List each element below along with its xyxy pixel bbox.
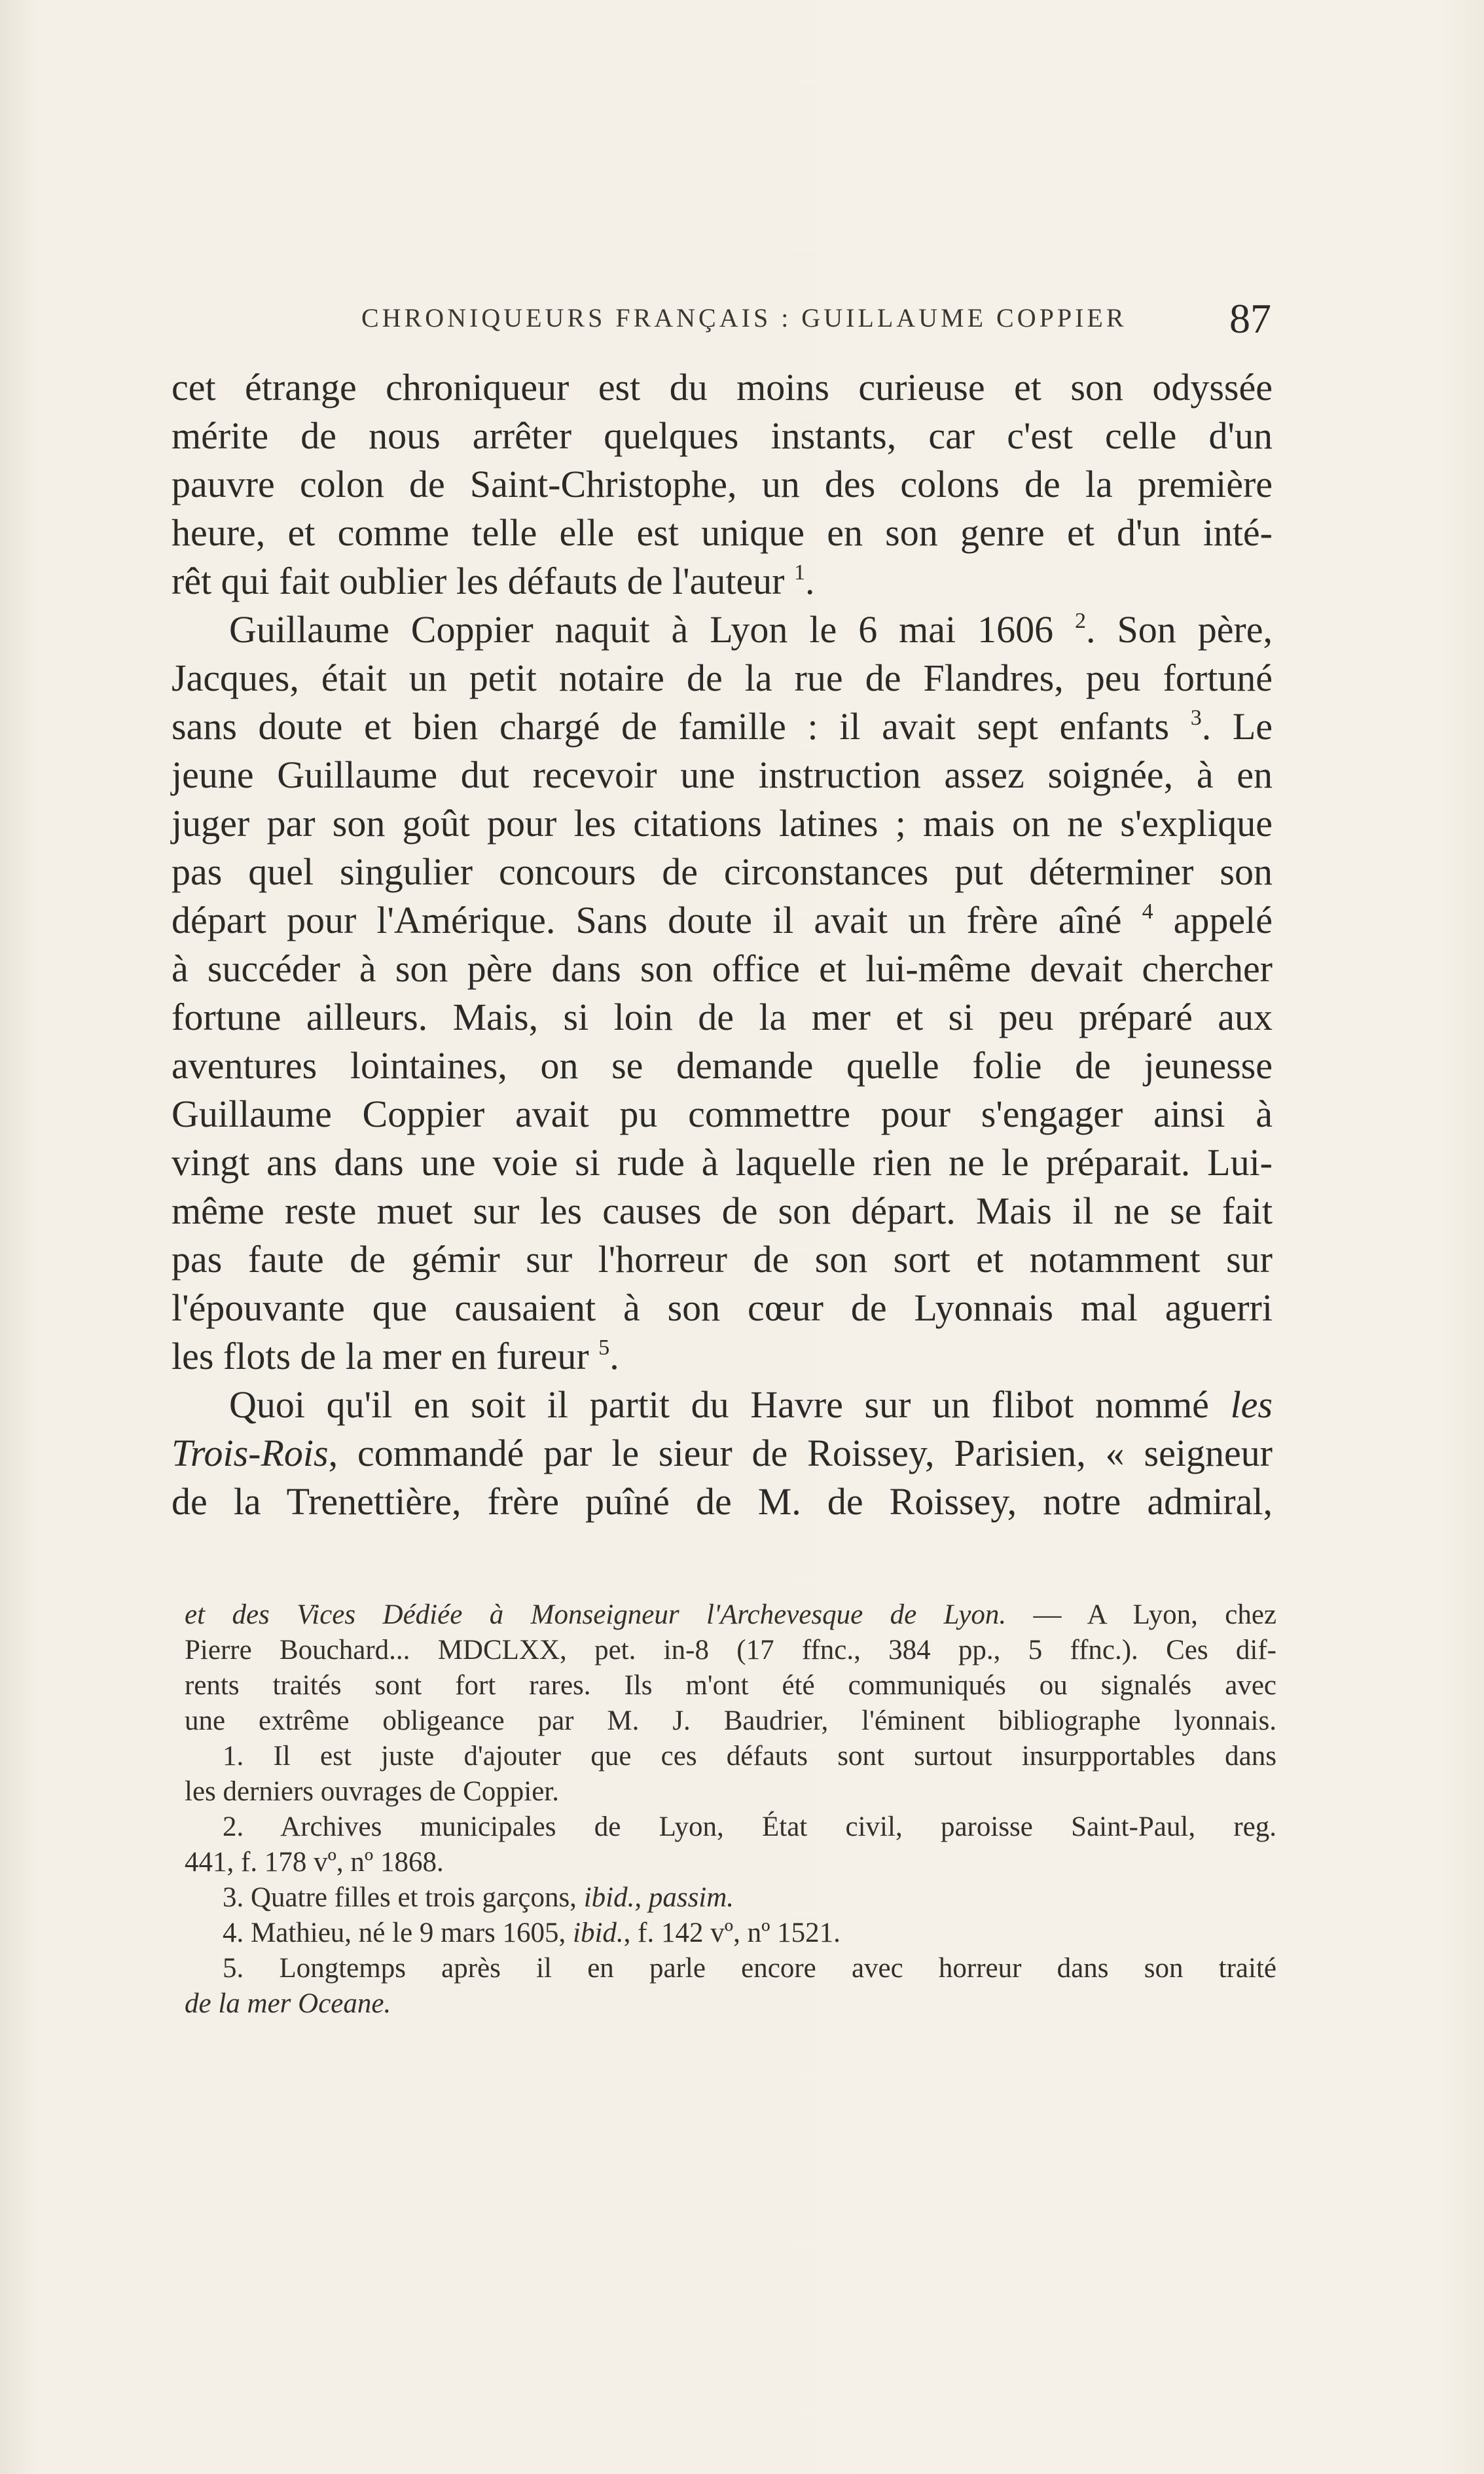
text-segment: départ pour l'Amérique. Sans doute il avait un frère aîné — [172, 899, 1122, 941]
text-segment: Guillaume Coppier naquit à Lyon le 6 mai 1606 — [229, 608, 1054, 651]
page-number: 87 — [1229, 295, 1271, 342]
text-line: même reste muet sur les causes de son départ. Mais il ne se fait — [172, 1190, 1273, 1232]
text-line: à succéder à son père dans son office et lui-même devait chercher — [172, 947, 1273, 990]
footnote-line: 1. Il est juste d'ajouter que ces défauts sont surtout insurpportables dans — [223, 1741, 1276, 1772]
text-line: Guillaume Coppier avait pu commettre pour s'engager ainsi à — [172, 1093, 1273, 1135]
footnote-line — [185, 1916, 1276, 1951]
text-segment-italic: et des Vices Dédiée à Monseigneur l'Archevesque de Lyon. — [185, 1599, 1007, 1630]
main-text — [172, 363, 1273, 1526]
text-line: de la Trenettière, frère puîné de M. de Roissey, notre admiral, — [172, 1480, 1273, 1523]
footnote-line: de la mer Oceane. — [185, 1988, 391, 2019]
text-line — [172, 606, 1273, 654]
text-line: vingt ans dans une voie si rude à laquelle rien ne le préparait. Lui- — [172, 1141, 1273, 1184]
text-segment-italic: ibid., passim. — [583, 1882, 734, 1913]
text-segment: Quoi qu'il en soit il partit du Havre sur un flibot nommé — [229, 1383, 1231, 1426]
footnote-ref: 1 — [794, 560, 805, 585]
footnote-line: les derniers ouvrages de Coppier. — [185, 1776, 559, 1807]
text-segment: appelé — [1153, 899, 1273, 941]
text-line: l'épouvante que causaient à son cœur de Lyonnais mal aguerri — [172, 1286, 1273, 1329]
footnotes — [185, 1597, 1276, 2022]
footnote-ref: 3 — [1190, 706, 1202, 730]
footnote-line — [185, 1597, 1276, 1633]
text-line: pauvre colon de Saint-Christophe, un des colons de la première — [172, 463, 1273, 505]
text-segment: . — [805, 560, 815, 602]
text-segment: rêt qui fait oublier les défauts de l'auteur — [172, 560, 785, 602]
text-line — [172, 1381, 1273, 1429]
text-line — [172, 557, 1273, 606]
text-line: jeune Guillaume dut recevoir une instruction assez soignée, à en — [172, 754, 1273, 796]
text-segment: , f. 142 vº, nº 1521. — [623, 1918, 841, 1948]
text-segment: les flots de la mer en fureur — [172, 1335, 589, 1377]
text-line: pas faute de gémir sur l'horreur de son sort et notamment sur — [172, 1238, 1273, 1281]
text-line: juger par son goût pour les citations latines ; mais on ne s'explique — [172, 802, 1273, 845]
text-line — [172, 1332, 1273, 1381]
text-line: Jacques, était un petit notaire de la rue de Flandres, peu fortuné — [172, 657, 1273, 699]
text-line: cet étrange chroniqueur est du moins curieuse et son odyssée — [172, 366, 1273, 409]
text-segment: — A Lyon, chez — [1006, 1599, 1276, 1630]
running-head — [361, 295, 1271, 340]
footnote-line: 5. Longtemps après il en parle encore avec horreur dans son traité — [223, 1953, 1276, 1984]
footnote-ref: 4 — [1142, 900, 1153, 924]
text-line: aventures lointaines, on se demande quelle folie de jeunesse — [172, 1044, 1273, 1087]
text-line: fortune ailleurs. Mais, si loin de la mer et si peu préparé aux — [172, 996, 1273, 1038]
text-segment: 3. Quatre filles et trois garçons, — [223, 1882, 584, 1913]
footnote-ref: 5 — [598, 1336, 610, 1360]
footnote-ref: 2 — [1075, 609, 1087, 633]
text-line: mérite de nous arrêter quelques instants, car c'est celle d'un — [172, 414, 1273, 457]
text-segment: 4. Mathieu, né le 9 mars 1605, — [223, 1918, 573, 1948]
footnote-line: une extrême obligeance par M. J. Baudrier, l'éminent bibliographe lyonnais. — [185, 1705, 1276, 1736]
text-segment: . Le — [1201, 705, 1273, 748]
text-line — [172, 896, 1273, 945]
footnote-line: Pierre Bouchard... MDCLXX, pet. in-8 (17 ffnc., 384 pp., 5 ffnc.). Ces dif- — [185, 1635, 1276, 1665]
running-title: CHRONIQUEURS FRANÇAIS : GUILLAUME COPPIER — [361, 303, 1127, 333]
text-segment: sans doute et bien chargé de famille : il avait sept enfants — [172, 705, 1170, 748]
text-segment: . Son père, — [1086, 608, 1273, 651]
footnote-line — [185, 1880, 1276, 1916]
text-segment: , commandé par le sieur de Roissey, Parisien, « seigneur — [328, 1432, 1273, 1474]
text-segment: . — [609, 1335, 619, 1377]
text-line — [172, 702, 1273, 751]
text-segment-italic: les — [1230, 1383, 1273, 1426]
footnote-line: 2. Archives municipales de Lyon, État civil, paroisse Saint-Paul, reg. — [223, 1811, 1276, 1842]
text-line: pas quel singulier concours de circonstances put déterminer son — [172, 850, 1273, 893]
text-segment-italic: Trois-Rois — [172, 1432, 329, 1474]
footnote-line: 441, f. 178 vº, nº 1868. — [185, 1847, 444, 1878]
text-segment-italic: ibid. — [573, 1918, 624, 1948]
text-line: heure, et comme telle elle est unique en son genre et d'un inté- — [172, 511, 1273, 554]
footnote-line: rents traités sont fort rares. Ils m'ont été communiqués ou signalés avec — [185, 1670, 1276, 1701]
text-line — [172, 1429, 1273, 1478]
